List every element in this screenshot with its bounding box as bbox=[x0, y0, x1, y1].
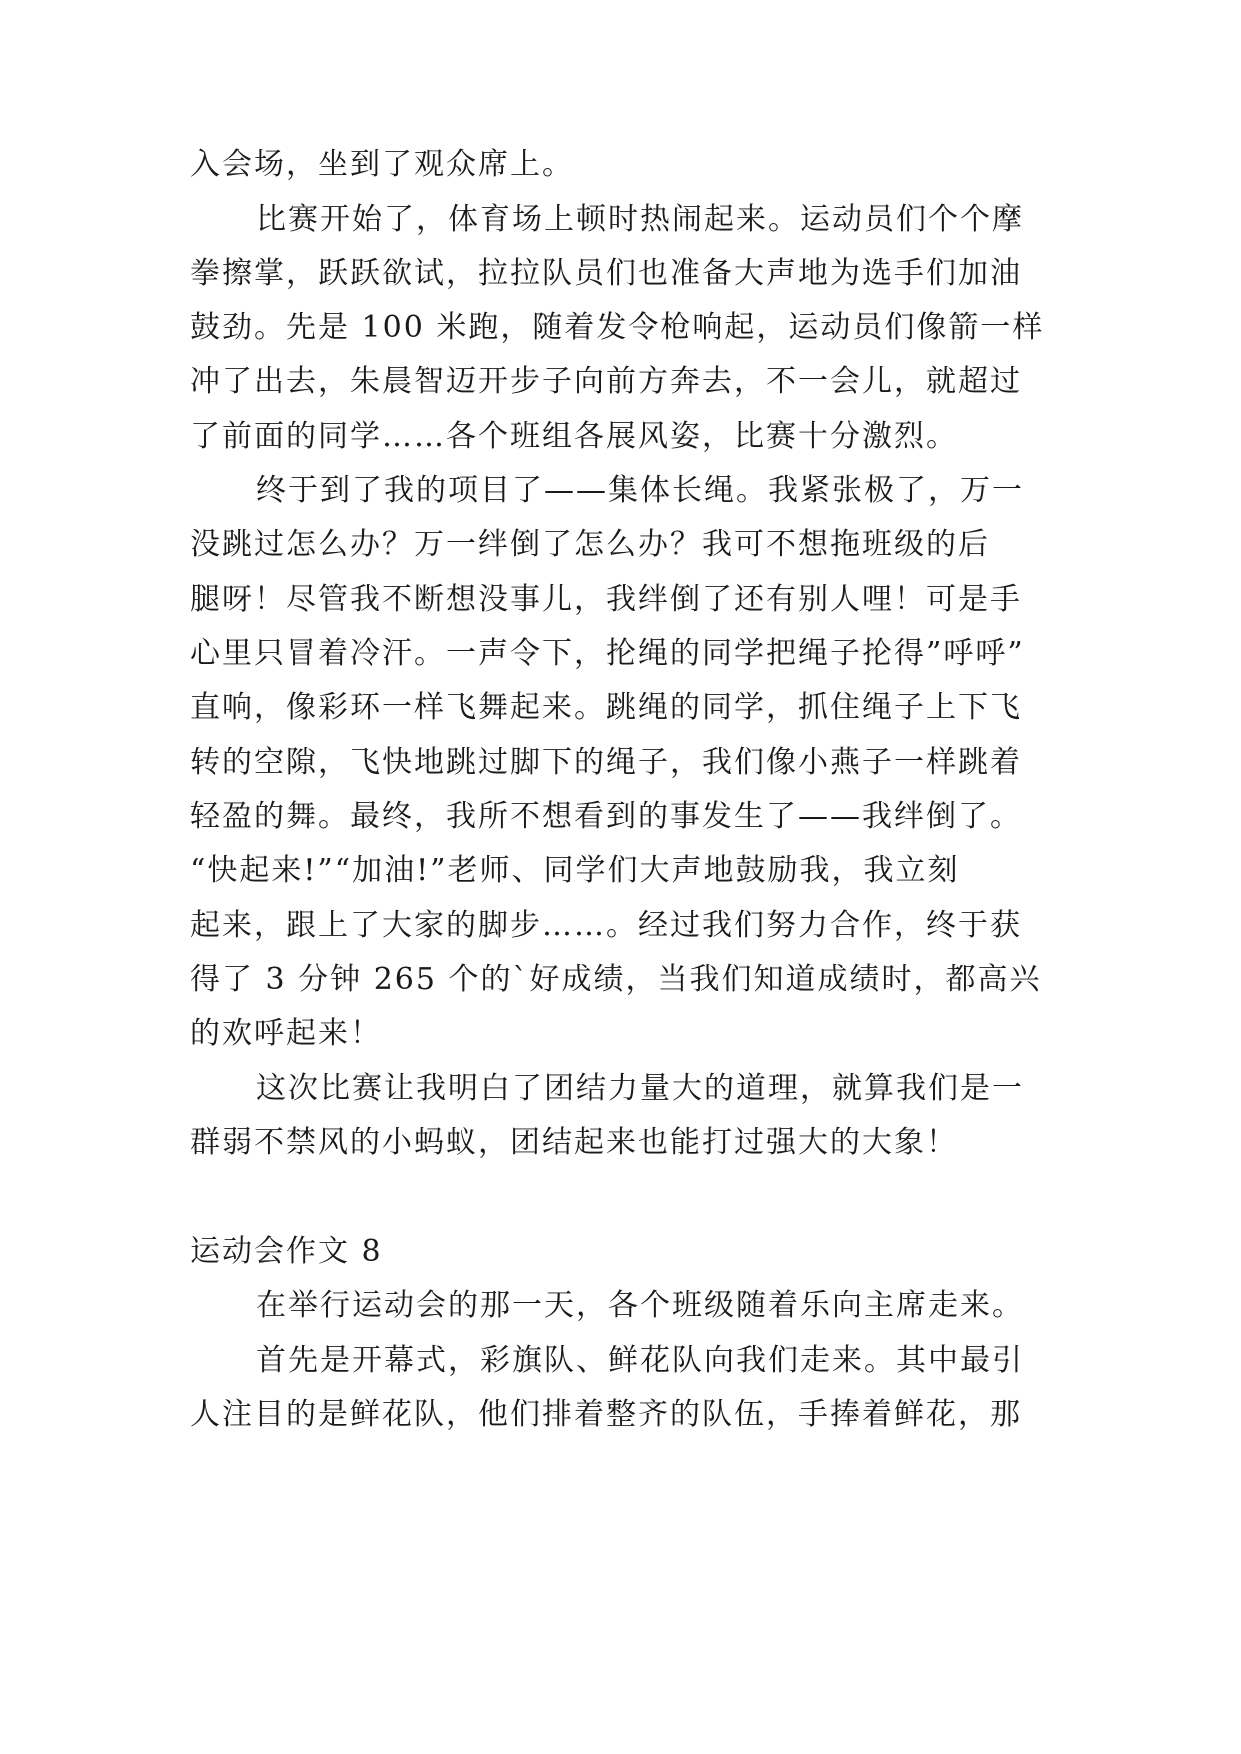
paragraph-line: 没跳过怎么办？万一绊倒了怎么办？我可不想拖班级的后 bbox=[190, 527, 990, 562]
paragraph-line: 鼓劲。先是 100 米跑，随着发令枪响起，运动员们像箭一样 bbox=[190, 310, 1045, 345]
paragraph-line: 的欢呼起来！ bbox=[190, 1016, 382, 1051]
paragraph-line: “快起来!”“加油!”老师、同学们大声地鼓励我，我立刻 bbox=[190, 853, 960, 888]
paragraph-line: 起来，跟上了大家的脚步……。经过我们努力合作，终于获 bbox=[190, 908, 1022, 943]
paragraph-line: 了前面的同学……各个班组各展风姿，比赛十分激烈。 bbox=[190, 419, 958, 454]
paragraph-line: 人注目的是鲜花队，他们排着整齐的队伍，手捧着鲜花，那 bbox=[190, 1397, 1022, 1432]
paragraph-line: 腿呀！尽管我不断想没事儿，我绊倒了还有别人哩！可是手 bbox=[190, 582, 1022, 617]
paragraph-line: 得了 3 分钟 265 个的`好成绩，当我们知道成绩时，都高兴 bbox=[190, 962, 1042, 997]
paragraph-line: 终于到了我的项目了——集体长绳。我紧张极了，万一 bbox=[256, 473, 1024, 508]
essay-title: 运动会作文 8 bbox=[190, 1234, 383, 1269]
paragraph-line: 心里只冒着冷汗。一声令下，抡绳的同学把绳子抡得”呼呼” bbox=[190, 636, 1025, 671]
paragraph-line: 群弱不禁风的小蚂蚁，团结起来也能打过强大的大象！ bbox=[190, 1125, 958, 1160]
paragraph-line: 冲了出去，朱晨智迈开步子向前方奔去，不一会儿，就超过 bbox=[190, 364, 1022, 399]
paragraph-line: 首先是开幕式，彩旗队、鲜花队向我们走来。其中最引 bbox=[256, 1343, 1024, 1378]
paragraph-line: 转的空隙，飞快地跳过脚下的绳子，我们像小燕子一样跳着 bbox=[190, 745, 1022, 780]
paragraph-line: 比赛开始了，体育场上顿时热闹起来。运动员们个个摩 bbox=[256, 202, 1024, 237]
paragraph-line: 直响，像彩环一样飞舞起来。跳绳的同学，抓住绳子上下飞 bbox=[190, 690, 1022, 725]
paragraph-line: 入会场，坐到了观众席上。 bbox=[190, 147, 574, 182]
paragraph-line: 这次比赛让我明白了团结力量大的道理，就算我们是一 bbox=[256, 1071, 1024, 1106]
paragraph-line: 拳擦掌，跃跃欲试，拉拉队员们也准备大声地为选手们加油 bbox=[190, 256, 1022, 291]
paragraph-line: 轻盈的舞。最终，我所不想看到的事发生了——我绊倒了。 bbox=[190, 799, 1022, 834]
paragraph-line: 在举行运动会的那一天，各个班级随着乐向主席走来。 bbox=[256, 1288, 1024, 1323]
